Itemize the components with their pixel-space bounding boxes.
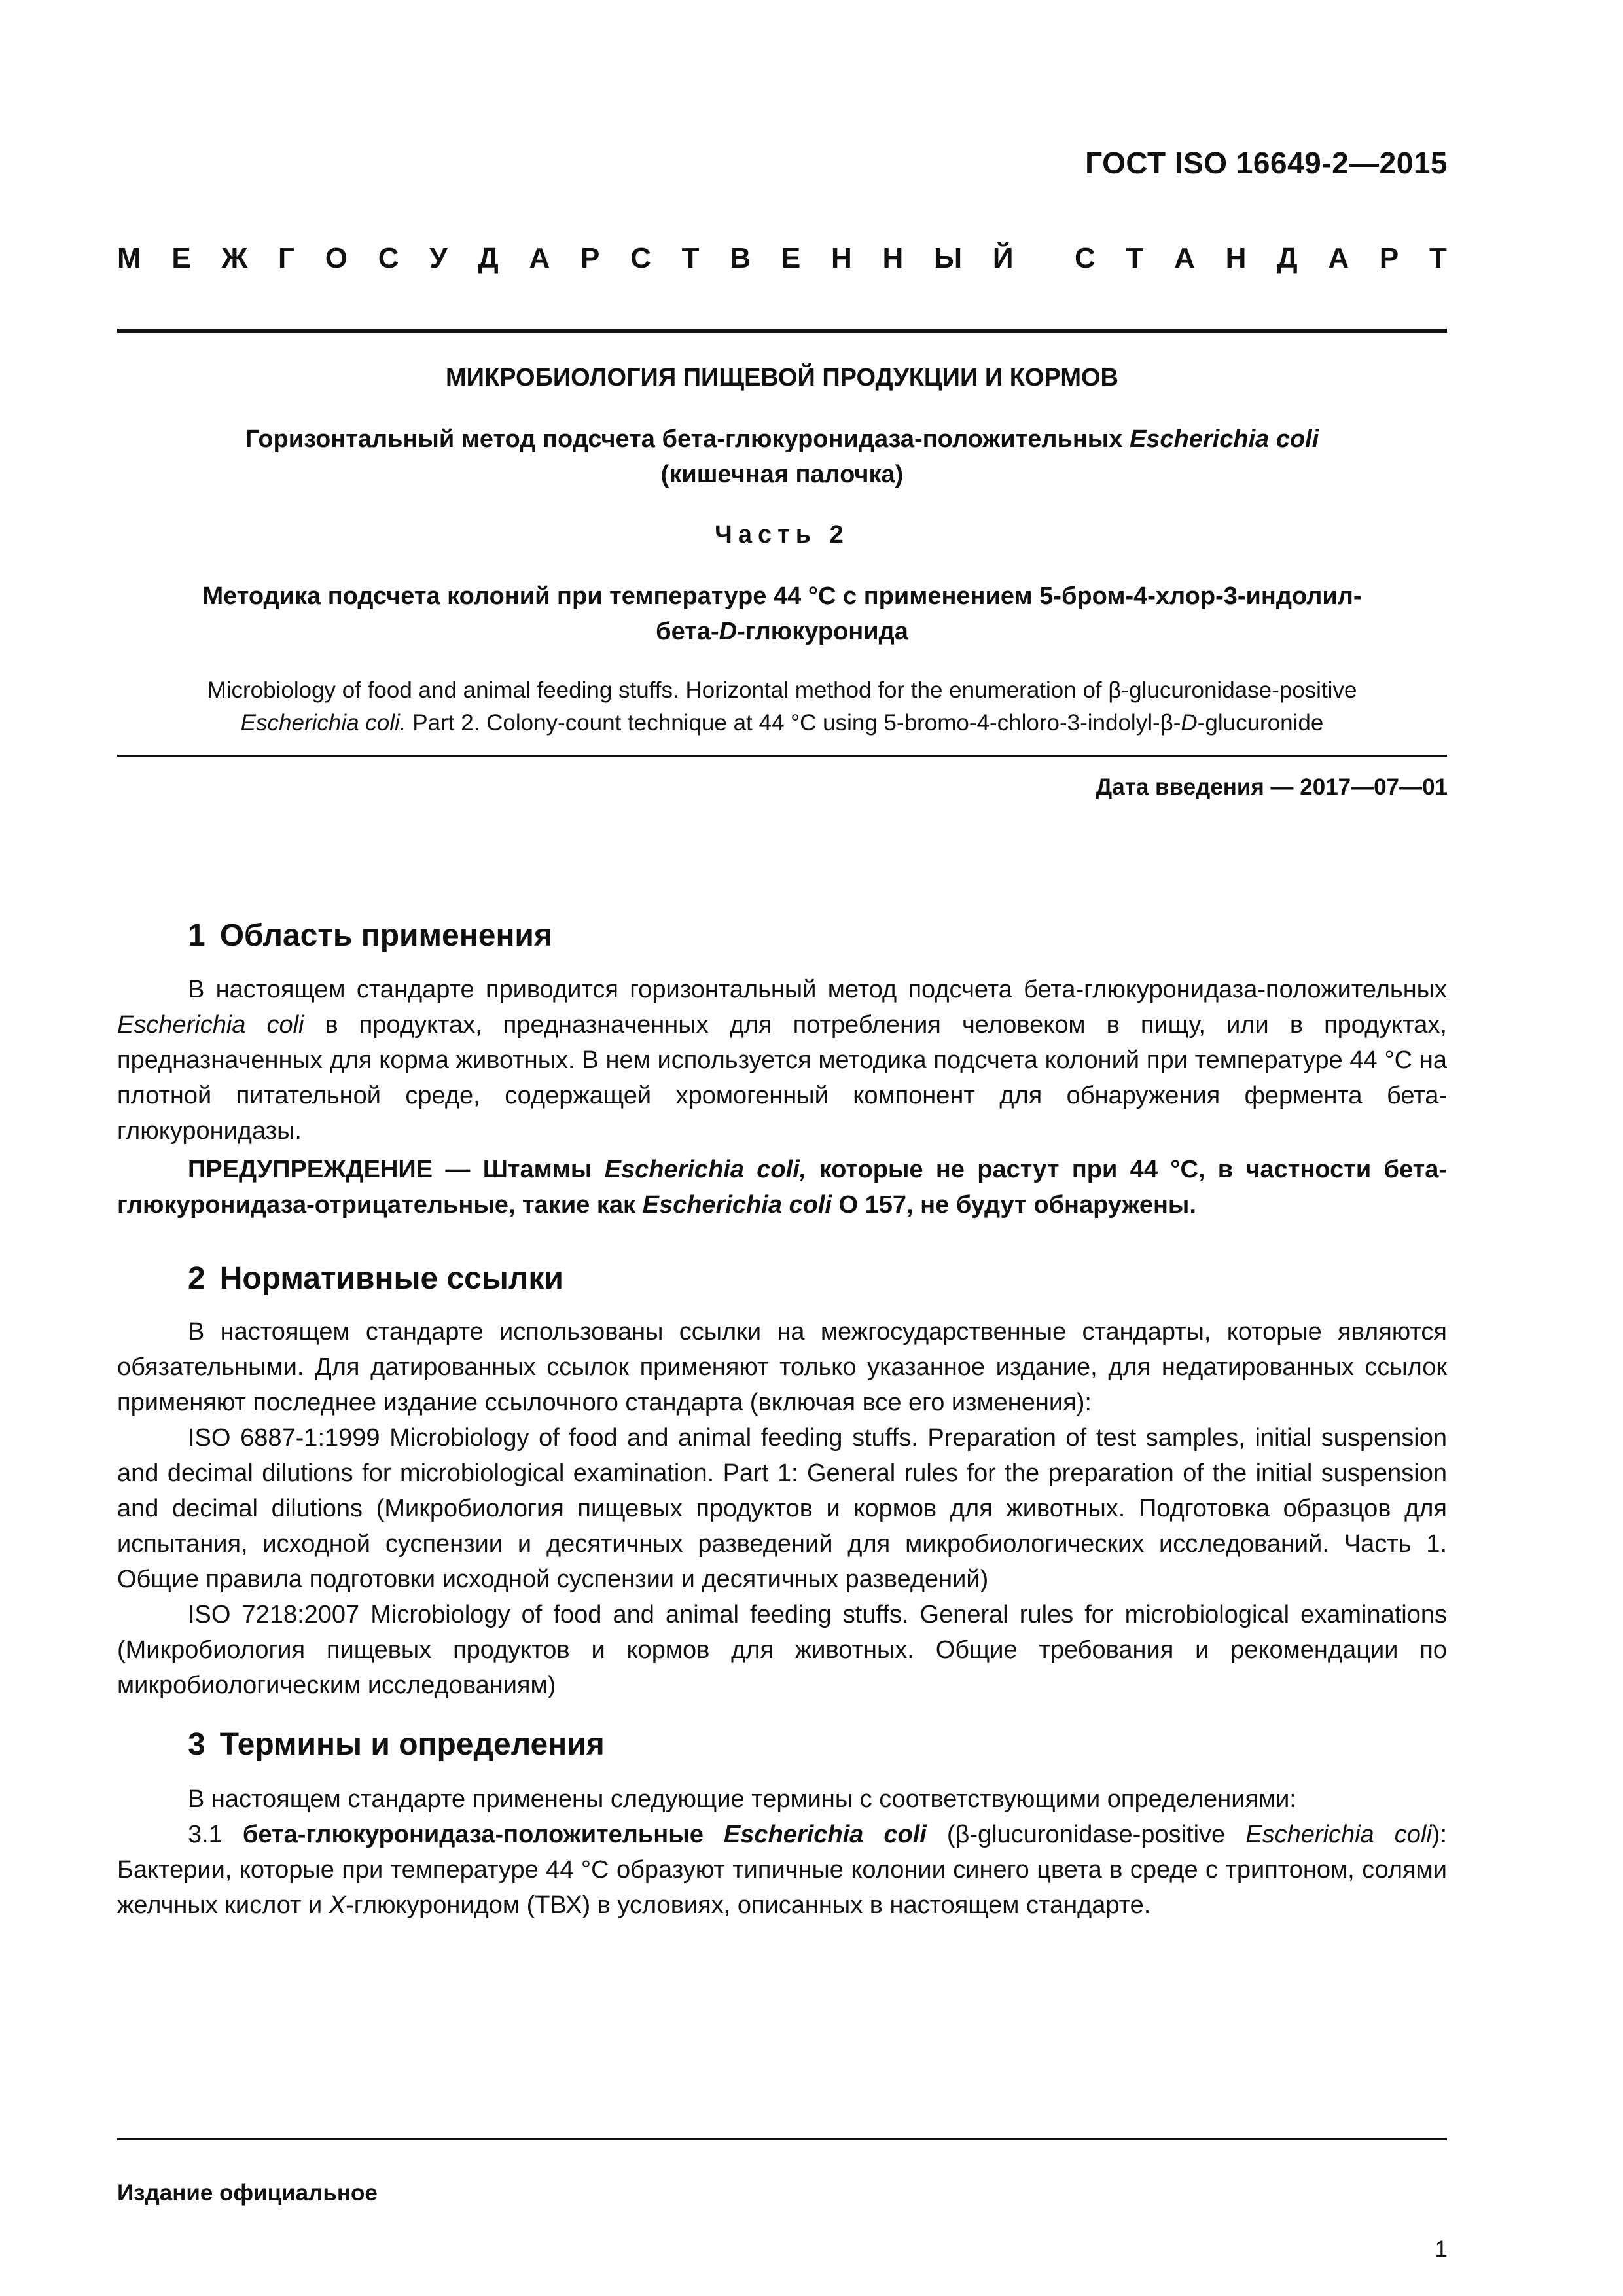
term-species: Escherichia coli bbox=[723, 1821, 927, 1848]
section-3-paragraph-1: В настоящем стандарте применены следующие термины с соответствующими определениями: bbox=[188, 1785, 1296, 1813]
text-run: которые не растут при 44 °С, в частности бета-глюкуронидаза-отрицательные, такие как bbox=[117, 1156, 1448, 1219]
method-title-prefix: бета- bbox=[656, 618, 719, 645]
banner-letter: А bbox=[1174, 242, 1195, 274]
section-2-reference-iso-6887: ISO 6887-1:1999 Microbiology of food and animal feeding stuffs. Preparation of test samples, initial suspension and decimal dilutions for microbiological examination. Part 1: General rules for the preparation of the initial suspension and decimal dilutions (Микробиология пищевых продуктов и кормов для животных. Подготовка образцов для испытания, исходной суспензии и десятичных разведений для микробиологических исследований. Часть 1. Общие правила подготовки исходной суспензии и десятичных разведений) bbox=[117, 1424, 1447, 1593]
text-run: ): Бактерии, которые при температуре 44 °С образуют типичные колонии синего цвета в среде с триптоном, солями желчных кислот и bbox=[117, 1821, 1448, 1919]
section-number: 2 bbox=[188, 1261, 205, 1296]
section-title: Термины и определения bbox=[219, 1727, 605, 1762]
method-title-line1: Методика подсчета колоний при температуре 44 °С с применением 5-бром-4-хлор-3-индолил- bbox=[202, 583, 1362, 610]
footer-rule bbox=[117, 2138, 1447, 2140]
english-d: D bbox=[1181, 710, 1198, 736]
banner-letter: Д bbox=[1277, 242, 1298, 274]
method-title-line2 bbox=[117, 614, 1447, 649]
header-rule bbox=[117, 329, 1447, 333]
species-name: Escherichia coli bbox=[642, 1191, 832, 1219]
banner-letter: Е bbox=[781, 242, 801, 274]
banner-letter: Т bbox=[1429, 242, 1447, 274]
english-rest1: Part 2. Colony-count technique at 44 °C using 5-bromo-4-chloro-3-indolyl-β- bbox=[406, 710, 1181, 736]
banner-letter: Е bbox=[171, 242, 191, 274]
part-label: Часть 2 bbox=[715, 521, 849, 548]
banner-letter: Р bbox=[1379, 242, 1399, 274]
text-run: ПРЕДУПРЕЖДЕНИЕ — Штаммы bbox=[188, 1156, 605, 1183]
section-title: Область применения bbox=[219, 918, 552, 953]
text-run: в продуктах, предназначенных для потребления человеком в пищу, или в продуктах, предназначенных для корма животных. В нем используется методика подсчета колоний при температуре 44 °С на плотной питательной среде, содержащей хромогенный компонент для обнаружения фермента бета-глюкуронидазы. bbox=[117, 1011, 1447, 1145]
section-number: 1 bbox=[188, 918, 205, 953]
species-name: Escherichia coli bbox=[117, 1011, 304, 1039]
definition-number: 3.1 bbox=[188, 1821, 243, 1848]
banner-letter: С bbox=[378, 242, 399, 274]
definition-3-1 bbox=[117, 1817, 1447, 1923]
species-name: Escherichia coli bbox=[1245, 1821, 1432, 1848]
english-species: Escherichia coli. bbox=[240, 710, 406, 736]
banner-letter: В bbox=[730, 242, 751, 274]
english-rest2: -glucuronide bbox=[1197, 710, 1324, 736]
banner-letter: Г bbox=[278, 242, 294, 274]
section-number: 3 bbox=[188, 1727, 205, 1762]
section-title: Нормативные ссылки bbox=[219, 1261, 563, 1296]
subtitle-text: Горизонтальный метод подсчета бета-глюкуронидаза-положительных bbox=[245, 425, 1130, 453]
term-text: бета-глюкуронидаза-положительные bbox=[242, 1821, 724, 1848]
text-run: В настоящем стандарте приводится горизонтальный метод подсчета бета-глюкуронидаза-положительных bbox=[188, 976, 1447, 1003]
page-number: 1 bbox=[1435, 2236, 1448, 2262]
banner-letter: Н bbox=[882, 242, 904, 274]
banner-letter: М bbox=[117, 242, 141, 274]
date-of-introduction: Дата введения — 2017—07—01 bbox=[1096, 774, 1448, 800]
species-name: Escherichia coli, bbox=[604, 1156, 807, 1183]
banner-letter: У bbox=[429, 242, 448, 274]
section-1-heading bbox=[188, 918, 552, 954]
method-title-d: D bbox=[719, 618, 738, 645]
section-1-paragraph bbox=[117, 972, 1447, 1149]
banner-letter: Н bbox=[1225, 242, 1247, 274]
official-edition-label: Издание официальное bbox=[117, 2180, 378, 2206]
banner-letter: О bbox=[325, 242, 348, 274]
section-2-reference-iso-7218: ISO 7218:2007 Microbiology of food and animal feeding stuffs. General rules for microbiological examinations (Микробиология пищевых продуктов и кормов для животных. Общие требования и рекомендации по микробиологическим исследованиям) bbox=[117, 1601, 1447, 1699]
x-italic: X bbox=[329, 1892, 346, 1919]
banner-letter: Й bbox=[992, 242, 1014, 274]
section-2-paragraph-1: В настоящем стандарте использованы ссылки на межгосударственные стандарты, которые являются обязательными. Для датированных ссылок применяют только указанное издание, для недатированных ссылок применяют последнее издание ссылочного стандарта (включая все его изменения): bbox=[117, 1318, 1447, 1416]
banner-letter: С bbox=[630, 242, 651, 274]
banner-letter: А bbox=[529, 242, 550, 274]
text-run: О 157, не будут обнаружены. bbox=[831, 1191, 1196, 1219]
subtitle-species: Escherichia coli bbox=[1129, 425, 1319, 453]
text-run: -глюкуронидом (ТВХ) в условиях, описанных в настоящем стандарте. bbox=[346, 1892, 1151, 1919]
banner-letter: Т bbox=[681, 242, 700, 274]
title-rule bbox=[117, 755, 1447, 757]
english-title-line1: Microbiology of food and animal feeding stuffs. Horizontal method for the enumeration of β-glucuronidase-positive bbox=[207, 677, 1357, 703]
standard-number: ГОСТ ISO 16649-2—2015 bbox=[1085, 146, 1448, 180]
banner-letter: А bbox=[1328, 242, 1349, 274]
text-run: (β-glucuronidase-positive bbox=[926, 1821, 1246, 1848]
warning-paragraph bbox=[117, 1152, 1447, 1223]
title-main: МИКРОБИОЛОГИЯ ПИЩЕВОЙ ПРОДУКЦИИ И КОРМОВ bbox=[445, 364, 1118, 391]
banner-letter: С bbox=[1074, 242, 1096, 274]
method-title-suffix: -глюкуронида bbox=[737, 618, 908, 645]
english-title-line2 bbox=[117, 707, 1447, 740]
definition-term bbox=[243, 1821, 927, 1848]
interstate-standard-banner bbox=[117, 242, 1447, 275]
section-3-heading bbox=[188, 1727, 605, 1763]
banner-letter: Д bbox=[478, 242, 499, 274]
banner-letter: Ы bbox=[934, 242, 963, 274]
banner-letter: Ж bbox=[221, 242, 248, 274]
section-2-heading bbox=[188, 1261, 563, 1297]
banner-letter: Р bbox=[580, 242, 600, 274]
banner-letter: Т bbox=[1126, 242, 1144, 274]
title-subtitle bbox=[117, 422, 1447, 457]
banner-letter: Н bbox=[830, 242, 852, 274]
title-subtitle-line2: (кишечная палочка) bbox=[660, 461, 904, 488]
